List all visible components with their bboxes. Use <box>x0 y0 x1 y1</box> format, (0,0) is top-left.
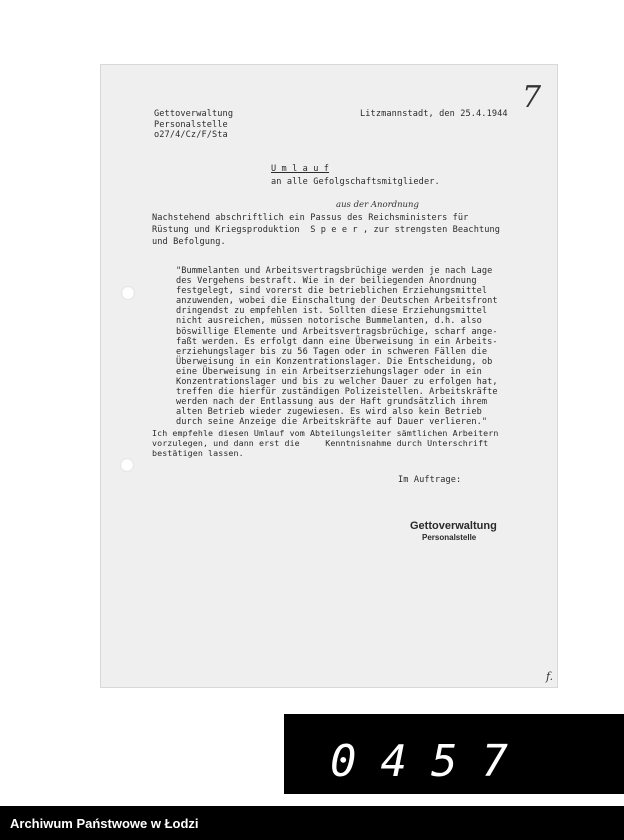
intro-line-2: Rüstung und Kriegsproduktion S p e e r , zur strengsten Beachtung <box>152 225 501 235</box>
quote-line: Konzentrationslager und bis zu welcher Dauer zu erfolgen hat, <box>176 377 498 388</box>
stamp-line-1: Gettoverwaltung <box>410 520 497 532</box>
quote-line: Überweisung in ein Konzentrationslager. Die Entscheidung, ob <box>176 356 493 367</box>
sender-line-2: Personalstelle <box>154 119 228 130</box>
document-page <box>100 64 558 688</box>
punch-hole <box>120 458 134 472</box>
intro-paragraph <box>152 212 500 248</box>
corner-mark: f. <box>546 670 554 683</box>
quote-line: "Bummelanten und Arbeitsvertragsbrüchige werden je nach Lage <box>176 266 493 276</box>
stamp-line-2: Personalstelle <box>422 533 477 542</box>
quote-line: dringendst zu empfehlen ist. Sollten diese Erziehungsmittel <box>176 306 488 317</box>
place-date: Litzmannstadt, den 25.4.1944 <box>360 109 508 119</box>
sender-reference: o27/4/Cz/F/Sta <box>154 130 228 141</box>
quote-line: erziehungslager bis zu 56 Tagen oder in schweren Fällen die <box>176 346 488 357</box>
page-mark: 7 <box>522 80 542 115</box>
archive-label: Archiwum Państwowe w Łodzi <box>10 816 199 831</box>
intro-line-1: Nachstehend abschriftlich ein Passus des Reichsministers für <box>152 213 469 223</box>
intro-line-3: und Befolgung. <box>152 237 226 247</box>
quote-line: anzuwenden, wobei die Einschaltung der Deutschen Arbeitsfront <box>176 296 498 307</box>
quote-line: alten Betrieb wieder zugewiesen. Es wird also kein Betrieb <box>176 407 482 418</box>
quote-line: faßt werden. Es erfolgt dann eine Überweisung in ein Arbeits- <box>176 336 498 347</box>
closing-line: bestätigen lassen. <box>152 448 244 459</box>
quote-line: durch seine Anzeige die Arbeitskräfte auf Dauer verlieren." <box>176 417 488 428</box>
quote-line: nicht ausreichen, müssen notorische Bummelanten, d.h. also <box>176 316 482 327</box>
circular-heading: U m l a u f <box>271 164 330 174</box>
quoted-passage <box>176 266 498 428</box>
quote-line: treffen die hierfür zuständigen Polizeistellen. Arbeitskräfte <box>176 387 498 398</box>
closing-line: vorzulegen, und dann erst die Kenntnisnahme durch Unterschrift <box>152 438 489 449</box>
closing-paragraph <box>152 428 498 458</box>
quote-line: werden nach der Entlassung aus der Haft grundsätzlich ihrem <box>176 397 488 408</box>
handwritten-insert: aus der Anordnung <box>336 200 419 210</box>
quote-line: des Vergehens bestraft. Wie in der beiliegenden Anordnung <box>176 276 477 287</box>
on-behalf-line: Im Auftrage: <box>398 475 462 485</box>
punch-hole <box>121 286 135 300</box>
closing-line: Ich empfehle diesen Umlauf vom Abteilungsleiter sämtlichen Arbeitern <box>152 428 499 438</box>
quote-line: böswillige Elemente und Arbeitsvertragsbrüchige, scharf ange- <box>176 326 498 337</box>
quote-line: festgelegt, sind vorerst die betrieblichen Erziehungsmittel <box>176 286 488 297</box>
quote-line: eine Überweisung in ein Arbeitserziehungslager oder in ein <box>176 366 482 377</box>
sender-line-1: Gettoverwaltung <box>154 109 234 119</box>
frame-number: 0457 <box>330 736 532 787</box>
sender-office <box>154 109 233 141</box>
circular-subheading: an alle Gefolgschaftsmitglieder. <box>271 177 440 187</box>
